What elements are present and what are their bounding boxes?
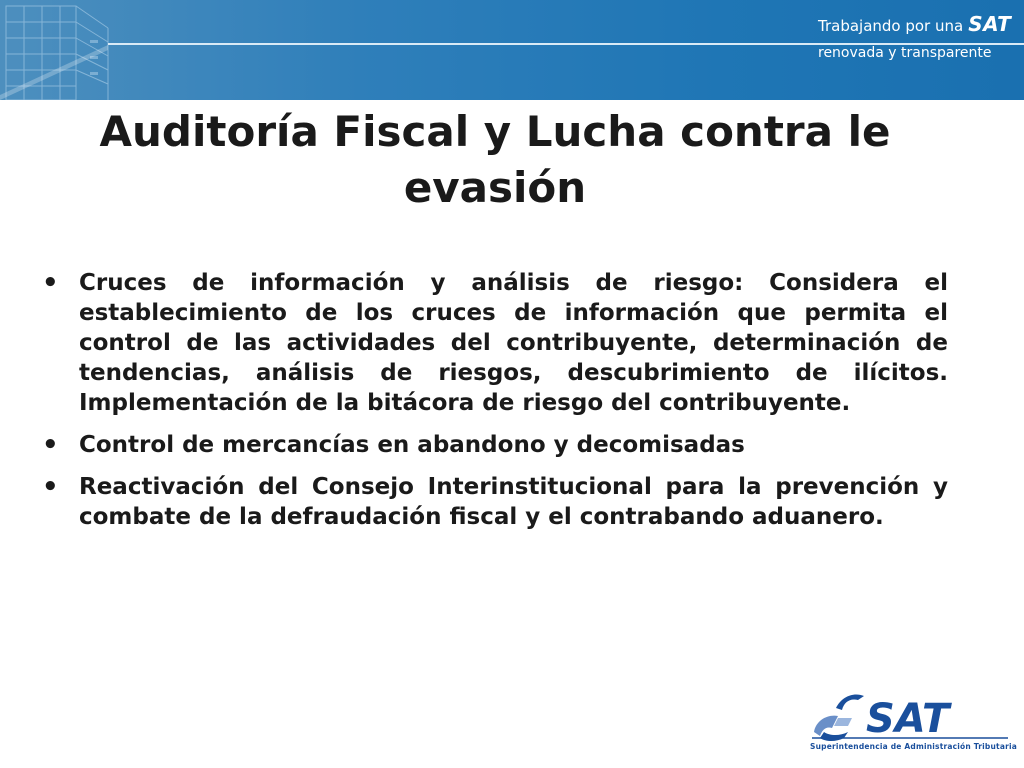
header-band xyxy=(0,0,1024,100)
tagline xyxy=(818,14,1011,60)
bullet-text: Control de mercancías en abandono y decomisadas xyxy=(79,432,745,458)
bullet-item xyxy=(42,430,948,460)
logo-wordmark: SAT xyxy=(866,696,950,742)
bullet-symbol: • xyxy=(42,472,59,502)
tagline-subtitle: renovada y transparente xyxy=(818,45,992,61)
bullet-text: Reactivación del Consejo Interinstitucional para la prevención y combate de la defraudación fiscal y el contrabando aduanero. xyxy=(79,474,948,530)
tagline-prefix: Trabajando por una xyxy=(818,17,964,35)
bullet-symbol: • xyxy=(42,430,59,460)
bullet-item xyxy=(42,472,948,532)
bullet-text: Cruces de información y análisis de riesgo: Considera el establecimiento de los cruces de información que permita el control de las actividades del contribuyente, determinación de tendencias, análisis de riesgos, descubrimiento de ilícitos. Implementación de la bitácora de riesgo del contribuyente. xyxy=(79,270,948,416)
logo-emblem-icon xyxy=(814,695,864,742)
bullet-list xyxy=(42,268,948,544)
tagline-brand: SAT xyxy=(968,12,1012,36)
bullet-item xyxy=(42,268,948,418)
bullet-symbol: • xyxy=(42,268,59,298)
logo-caption: Superintendencia de Administración Tributaria xyxy=(810,742,1018,751)
building-graphic xyxy=(0,0,200,100)
slide-title: Auditoría Fiscal y Lucha contra le evasión xyxy=(99,107,891,212)
